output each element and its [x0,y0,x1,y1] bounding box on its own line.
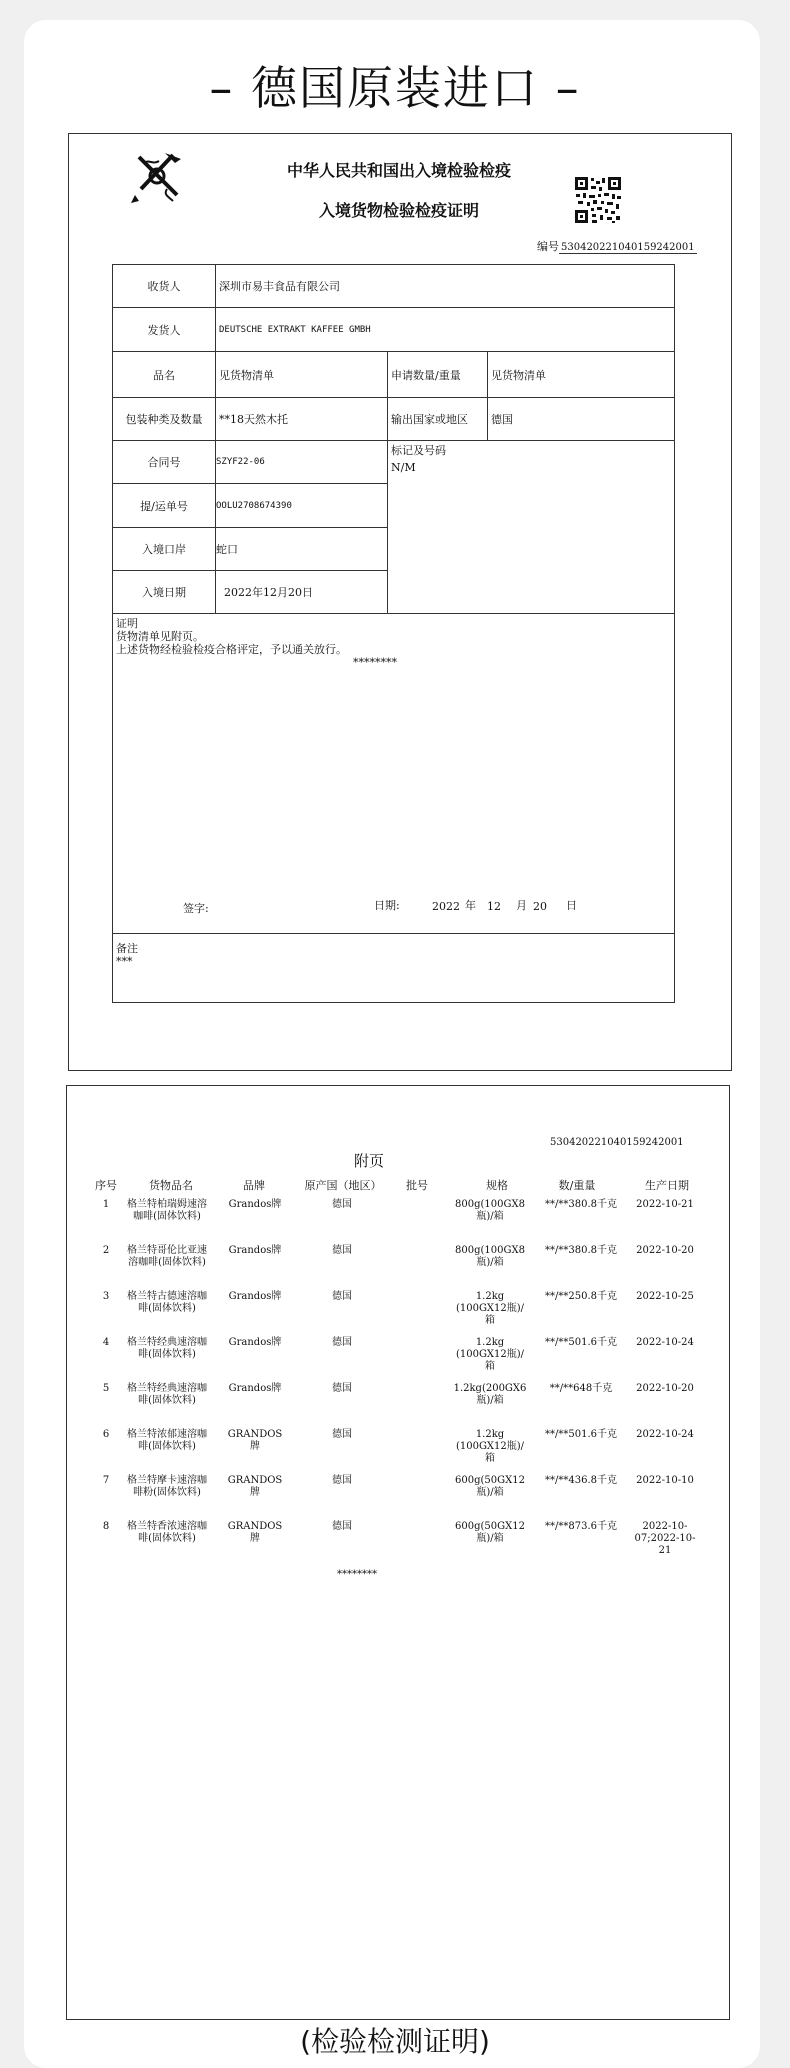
cell-date2: 07;2022-10- [634,1533,696,1544]
cell-spec2: 瓶)/箱 [476,1395,504,1406]
cell-origin: 德国 [332,1199,352,1210]
entry-date-value: 2022年12月20日 [215,570,388,614]
cell-qty: **/**380.8千克 [545,1245,617,1256]
cell-spec2: 瓶)/箱 [476,1533,504,1544]
qr-code-icon [574,176,622,224]
cell-date1: 2022-10-10 [636,1475,694,1486]
statement-line1: 货物清单见附页。 [116,630,204,643]
cell-spec3: 箱 [485,1361,495,1372]
marks-block [387,440,675,614]
cell-spec1: 1.2kg [475,1291,505,1302]
cell-name2: 啡(固体饮料) [138,1303,196,1314]
cell-name2: 啡(固体饮料) [138,1533,196,1544]
entry-port-label: 入境口岸 [112,527,216,571]
date-line-label: 日期: [374,899,400,912]
cell-date1: 2022-10-24 [636,1337,694,1348]
cell-no: 4 [102,1337,110,1348]
cell-no: 6 [102,1429,110,1440]
header-no: 序号 [95,1179,117,1192]
cell-spec1: 800g(100GX8 [455,1199,525,1210]
cell-qty: **/**648千克 [549,1383,613,1394]
cell-date1: 2022-10-20 [636,1245,694,1256]
cell-qty: **/**436.8千克 [545,1475,617,1486]
bill-of-lading-value: OOLU2708674390 [215,483,388,528]
cell-name1: 格兰特古德速溶咖 [127,1291,207,1302]
cell-brand: GRANDOS牌 [227,1429,283,1452]
origin-country-label: 输出国家或地区 [387,397,488,441]
cell-spec2: 瓶)/箱 [476,1211,504,1222]
cell-spec2: (100GX12瓶)/ [455,1441,525,1452]
date-line-year: 2022 [432,900,460,913]
header-product-name: 货物品名 [149,1179,193,1192]
quantity-value: 见货物清单 [487,351,675,398]
cell-name1: 格兰特柏瑞姆速溶 [127,1199,207,1210]
cell-brand: Grandos牌 [228,1199,282,1210]
cell-qty: **/**380.8千克 [545,1199,617,1210]
marks-value: N/M [391,461,416,474]
remark-block [112,933,675,1003]
entry-port-value: 蛇口 [215,527,388,571]
cell-name2: 啡粉(固体饮料) [133,1487,201,1498]
cell-origin: 德国 [332,1475,352,1486]
cell-origin: 德国 [332,1429,352,1440]
product-name-label: 品名 [112,351,216,398]
product-name-value: 见货物清单 [215,351,388,398]
image-caption: (检验检测证明) [300,2025,490,2058]
cell-name2: 啡(固体饮料) [138,1441,196,1452]
cell-name2: 啡(固体饮料) [138,1349,196,1360]
cell-name1: 格兰特经典速溶咖 [127,1383,207,1394]
cell-spec1: 1.2kg [475,1337,505,1348]
cell-brand: Grandos牌 [228,1245,282,1256]
cell-name1: 格兰特经典速溶咖 [127,1337,207,1348]
date-line-year-unit: 年 [465,899,476,912]
cell-spec1: 600g(50GX12 [455,1521,525,1532]
attachment-page [66,1085,730,2020]
statement-line2: 上述货物经检验检疫合格评定，予以通关放行。 [116,643,347,656]
certificate-number [537,238,697,254]
consignee-value: 深圳市易丰食品有限公司 [215,264,675,308]
date-line-day: 20 [533,900,547,913]
page-heading: – 德国原装进口 – [209,61,581,115]
cell-no: 3 [102,1291,110,1302]
cell-spec1: 600g(50GX12 [455,1475,525,1486]
attachment-number: 530420221040159242001 [550,1137,684,1148]
cell-date1: 2022-10- [642,1521,688,1532]
cell-brand: Grandos牌 [228,1291,282,1302]
cell-name1: 格兰特摩卡速溶咖 [127,1475,207,1486]
cell-brand: GRANDOS牌 [227,1475,283,1498]
cell-origin: 德国 [332,1521,352,1532]
cell-date1: 2022-10-21 [636,1199,694,1210]
cell-no: 8 [102,1521,110,1532]
cell-date3: 21 [658,1545,672,1556]
certificate-number-label: 编号 [537,240,559,253]
cell-name2: 咖啡(固体饮料) [133,1211,201,1222]
cell-origin: 德国 [332,1337,352,1348]
cell-qty: **/**250.8千克 [545,1291,617,1302]
cell-spec3: 箱 [485,1453,495,1464]
quantity-label: 申请数量/重量 [387,351,488,398]
cell-origin: 德国 [332,1291,352,1302]
signature-label: 签字: [183,902,209,915]
cell-date1: 2022-10-25 [636,1291,694,1302]
header-brand: 品牌 [243,1179,265,1192]
header-spec: 规格 [486,1179,508,1192]
cell-name2: 溶咖啡(固体饮料) [128,1257,206,1268]
package-label: 包装种类及数量 [112,397,216,441]
cell-qty: **/**501.6千克 [545,1429,617,1440]
cell-spec1: 800g(100GX8 [455,1245,525,1256]
package-value: **18天然木托 [215,397,388,441]
cell-name1: 格兰特香浓速溶咖 [127,1521,207,1532]
cell-date1: 2022-10-20 [636,1383,694,1394]
header-production-date: 生产日期 [645,1179,689,1192]
inspection-emblem-icon [129,149,185,205]
cell-origin: 德国 [332,1245,352,1256]
cell-no: 2 [102,1245,110,1256]
cell-spec1: 1.2kg [475,1429,505,1440]
cell-qty: **/**501.6千克 [545,1337,617,1348]
cell-brand: Grandos牌 [228,1383,282,1394]
cell-name1: 格兰特浓郁速溶咖 [127,1429,207,1440]
cell-name1: 格兰特哥伦比亚速 [127,1245,207,1256]
certificate-number-value: 530420221040159242001 [561,242,695,253]
cell-no: 7 [102,1475,110,1486]
attachment-stars: ******** [337,1569,377,1580]
certificate-title-line1: 中华人民共和国出入境检验检疫 [286,161,511,180]
header-batch: 批号 [406,1179,428,1192]
marks-label: 标记及号码 [391,444,446,457]
cell-no: 5 [102,1383,110,1394]
cell-origin: 德国 [332,1383,352,1394]
cell-brand: Grandos牌 [228,1337,282,1348]
date-line-day-unit: 日 [566,899,577,912]
certificate-title-line2: 入境货物检验检疫证明 [318,201,479,220]
date-line-month-unit: 月 [516,899,527,912]
header-quantity: 数/重量 [558,1179,596,1192]
cell-name2: 啡(固体饮料) [138,1395,196,1406]
entry-date-label: 入境日期 [112,570,216,614]
statement-title: 证明 [116,617,138,630]
cell-spec2: (100GX12瓶)/ [455,1349,525,1360]
inspection-certificate [68,133,732,1071]
cell-spec3: 箱 [485,1315,495,1326]
attachment-title: 附页 [353,1152,384,1170]
consignor-value: DEUTSCHE EXTRAKT KAFFEE GMBH [215,307,675,352]
remark-label: 备注 [116,942,138,955]
cell-spec2: 瓶)/箱 [476,1487,504,1498]
contract-label: 合同号 [112,440,216,484]
remark-value: *** [116,955,133,968]
header-origin: 原产国（地区） [304,1179,382,1192]
cell-spec1: 1.2kg(200GX6 [453,1383,527,1394]
cell-qty: **/**873.6千克 [545,1521,617,1532]
origin-country-value: 德国 [487,397,675,441]
bill-of-lading-label: 提/运单号 [112,483,216,528]
cell-date1: 2022-10-24 [636,1429,694,1440]
cell-spec2: 瓶)/箱 [476,1257,504,1268]
cell-no: 1 [102,1199,110,1210]
contract-value: SZYF22-06 [215,440,388,484]
consignee-label: 收货人 [112,264,216,308]
consignor-label: 发货人 [112,307,216,352]
date-line-month: 12 [487,900,501,913]
cell-brand: GRANDOS牌 [227,1521,283,1544]
statement-stars: ******** [353,656,397,669]
cell-spec2: (100GX12瓶)/ [455,1303,525,1314]
